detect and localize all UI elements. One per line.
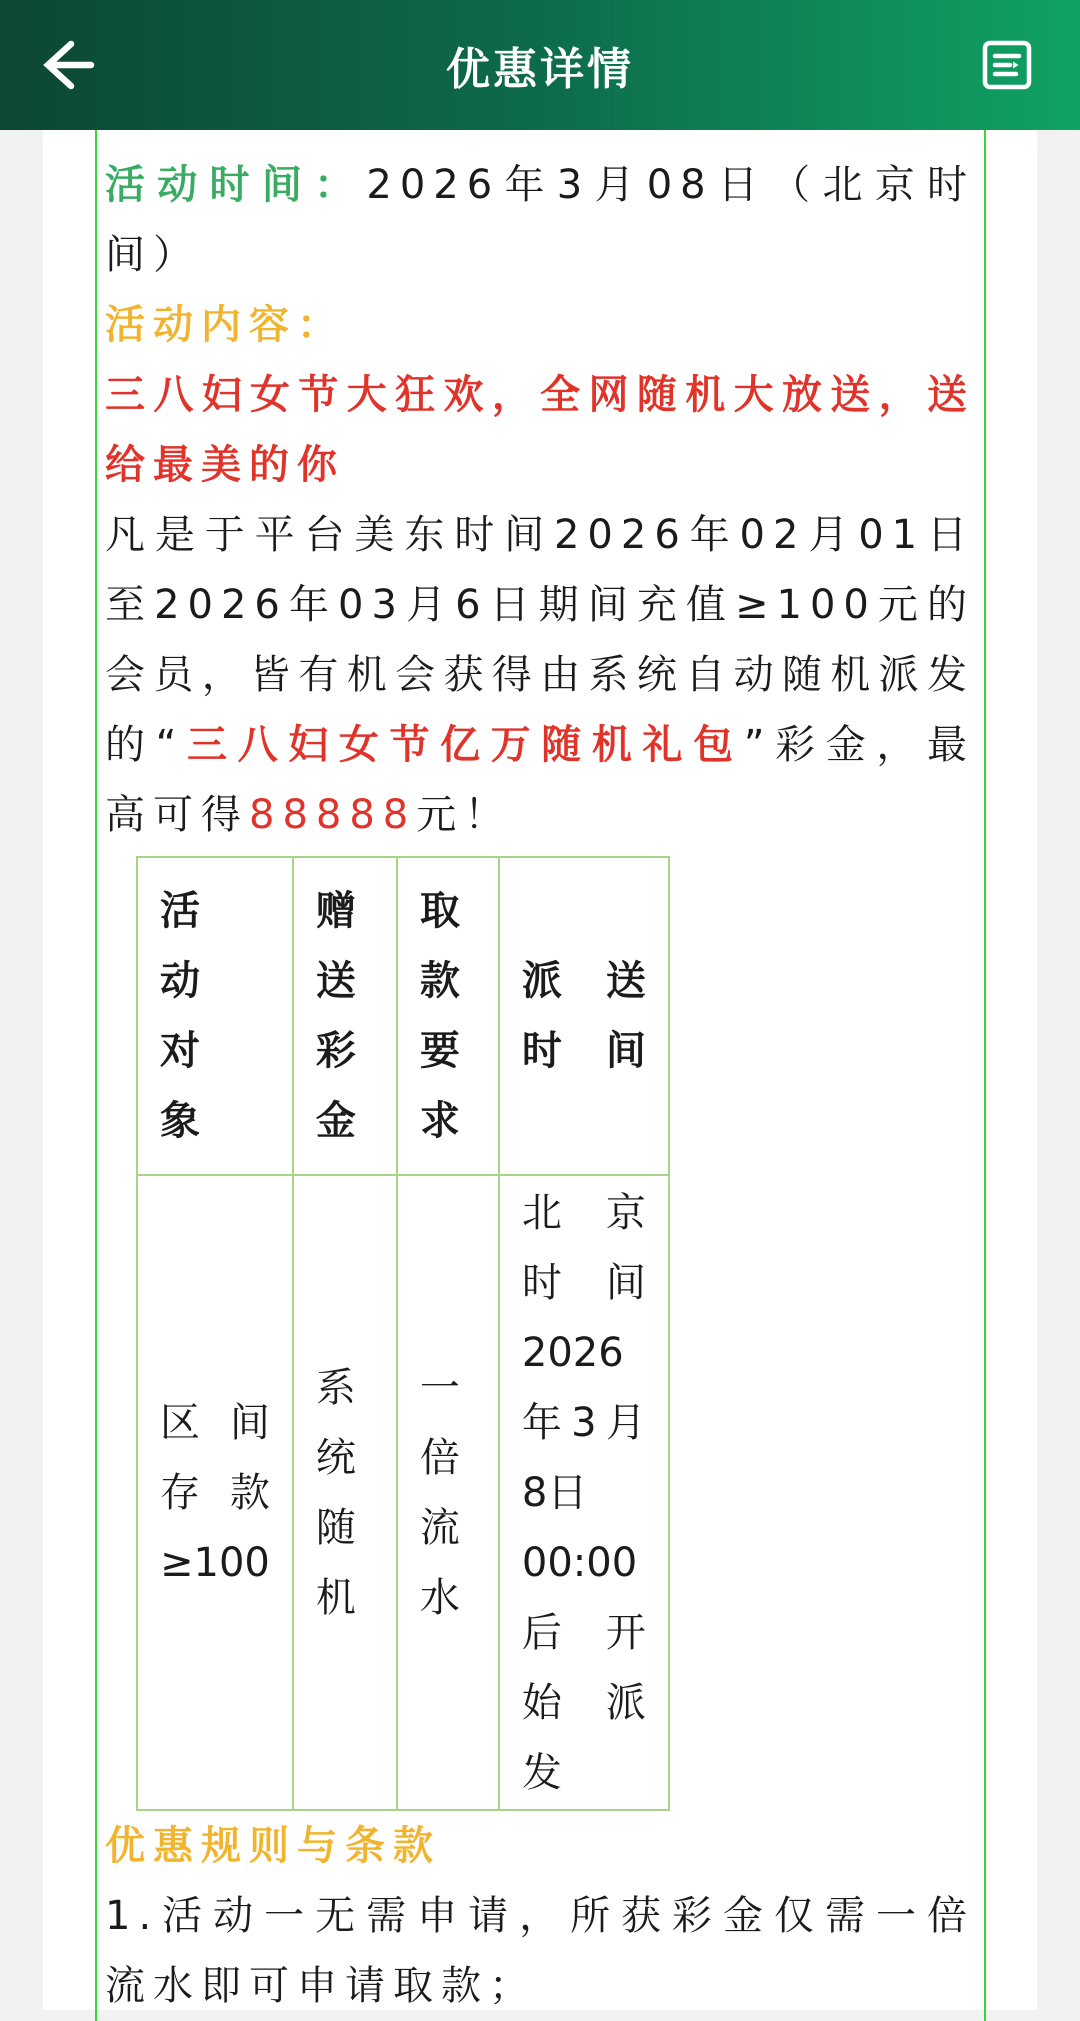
rules-list	[105, 1881, 975, 2021]
promo-list-button[interactable]	[952, 0, 1062, 130]
paragraph: 三八妇女节大狂欢，全网随机大放送，送给最美的你	[105, 372, 975, 488]
promo-paragraphs	[105, 150, 975, 850]
table-body-cell: 系 统 随 机	[293, 1175, 397, 1810]
paragraph: 活动内容：	[105, 302, 345, 348]
table-header-cell: 赠 送 彩 金	[293, 857, 397, 1175]
promo-content	[95, 130, 986, 2021]
document-list-icon	[980, 38, 1034, 92]
promo-table	[136, 856, 670, 1811]
table-header-cell: 派 送 时 间	[499, 857, 669, 1175]
content-card	[43, 130, 1037, 2010]
table-body-cell: 北 京 时 间 2026 年 3 月 8日 00:00 后 开 始 派 发	[499, 1175, 669, 1810]
paragraph: 活动时间：2026年3月08日（北京时间）	[105, 162, 975, 278]
rules-title: 优惠规则与条款	[105, 1823, 441, 1869]
back-arrow-icon	[39, 37, 95, 93]
table-body-cell: 区 间 存 款 ≥100	[137, 1175, 293, 1810]
rule-item: 1.活动一无需申请，所获彩金仅需一倍流水即可申请取款；	[105, 1893, 975, 2009]
table-header-cell: 活 动 对 象	[137, 857, 293, 1175]
paragraph: 凡是于平台美东时间2026年02月01日至2026年03月6日期间充值≥100元的会员，皆有机会获得由系统自动随机派发的“三八妇女节亿万随机礼包”彩金，最高可得88888元！	[105, 512, 975, 838]
page-title: 优惠详情	[446, 44, 634, 95]
back-button[interactable]	[12, 0, 122, 130]
table-body-cell: 一 倍 流 水	[397, 1175, 499, 1810]
app-header	[0, 0, 1080, 130]
table-header-cell: 取 款 要 求	[397, 857, 499, 1175]
